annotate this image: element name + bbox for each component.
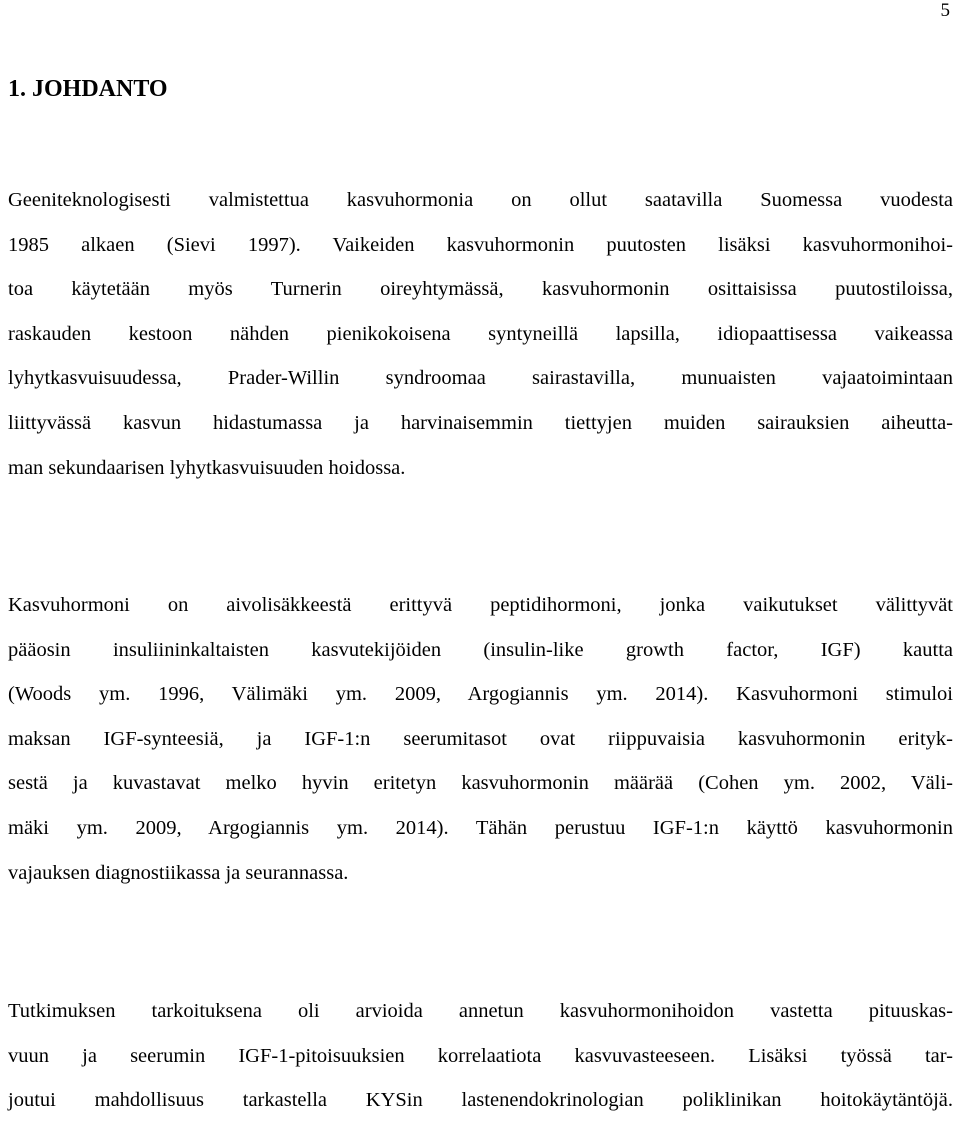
paragraph-line: liittyvässä kasvun hidastumassa ja harvinaisemmin tiettyjen muiden sairauksien aiheutta- [8,411,953,434]
paragraph-3 [8,989,953,1123]
paragraph-1 [8,178,953,490]
paragraph-line: Tutkimuksen tarkoituksena oli arvioida annetun kasvuhormonihoidon vastetta pituuskas- [8,1000,953,1022]
paragraph-line: vajauksen diagnostiikassa ja seurannassa. [8,861,349,884]
paragraph-line: vuun ja seerumin IGF-1-pitoisuuksien korrelaatiota kasvuvasteeseen. Lisäksi työssä tar- [8,1044,953,1067]
paragraph-line: Kasvuhormoni on aivolisäkkeestä erittyvä peptidihormoni, jonka vaikutukset välittyvät [8,594,953,616]
paragraph-line: maksan IGF-synteesiä, ja IGF-1:n seerumitasot ovat riippuvaisia kasvuhormonin erityk- [8,727,953,750]
paragraph-line: sestä ja kuvastavat melko hyvin eritetyn kasvuhormonin määrää (Cohen ym. 2002, Väli- [8,772,953,795]
paragraph-line: Geeniteknologisesti valmistettua kasvuhormonia on ollut saatavilla Suomessa vuodesta [8,189,953,211]
paragraph-line: pääosin insuliininkaltaisten kasvutekijöiden (insulin-like growth factor, IGF) kautta [8,638,953,661]
paragraph-line: toa käytetään myös Turnerin oireyhtymässä, kasvuhormonin osittaisissa puutostiloissa, [8,278,953,301]
paragraph-line: 1985 alkaen (Sievi 1997). Vaikeiden kasvuhormonin puutosten lisäksi kasvuhormonihoi- [8,233,953,256]
paragraph-line: mäki ym. 2009, Argogiannis ym. 2014). Tähän perustuu IGF-1:n käyttö kasvuhormonin [8,816,953,839]
paragraph-line: joutui mahdollisuus tarkastella KYSin lastenendokrinologian poliklinikan hoitokäytäntöjä. [8,1089,953,1112]
paragraph-line: (Woods ym. 1996, Välimäki ym. 2009, Argogiannis ym. 2014). Kasvuhormoni stimuloi [8,683,953,706]
paragraph-line: raskauden kestoon nähden pienikokoisena syntyneillä lapsilla, idiopaattisessa vaikeassa [8,322,953,345]
section-heading: 1. JOHDANTO [8,76,168,102]
paragraph-line: lyhytkasvuisuudessa, Prader-Willin syndroomaa sairastavilla, munuaisten vajaatoimintaan [8,367,953,390]
paragraph-line: man sekundaarisen lyhytkasvuisuuden hoidossa. [8,456,406,479]
paragraph-2 [8,583,953,895]
page-number: 5 [940,0,950,21]
